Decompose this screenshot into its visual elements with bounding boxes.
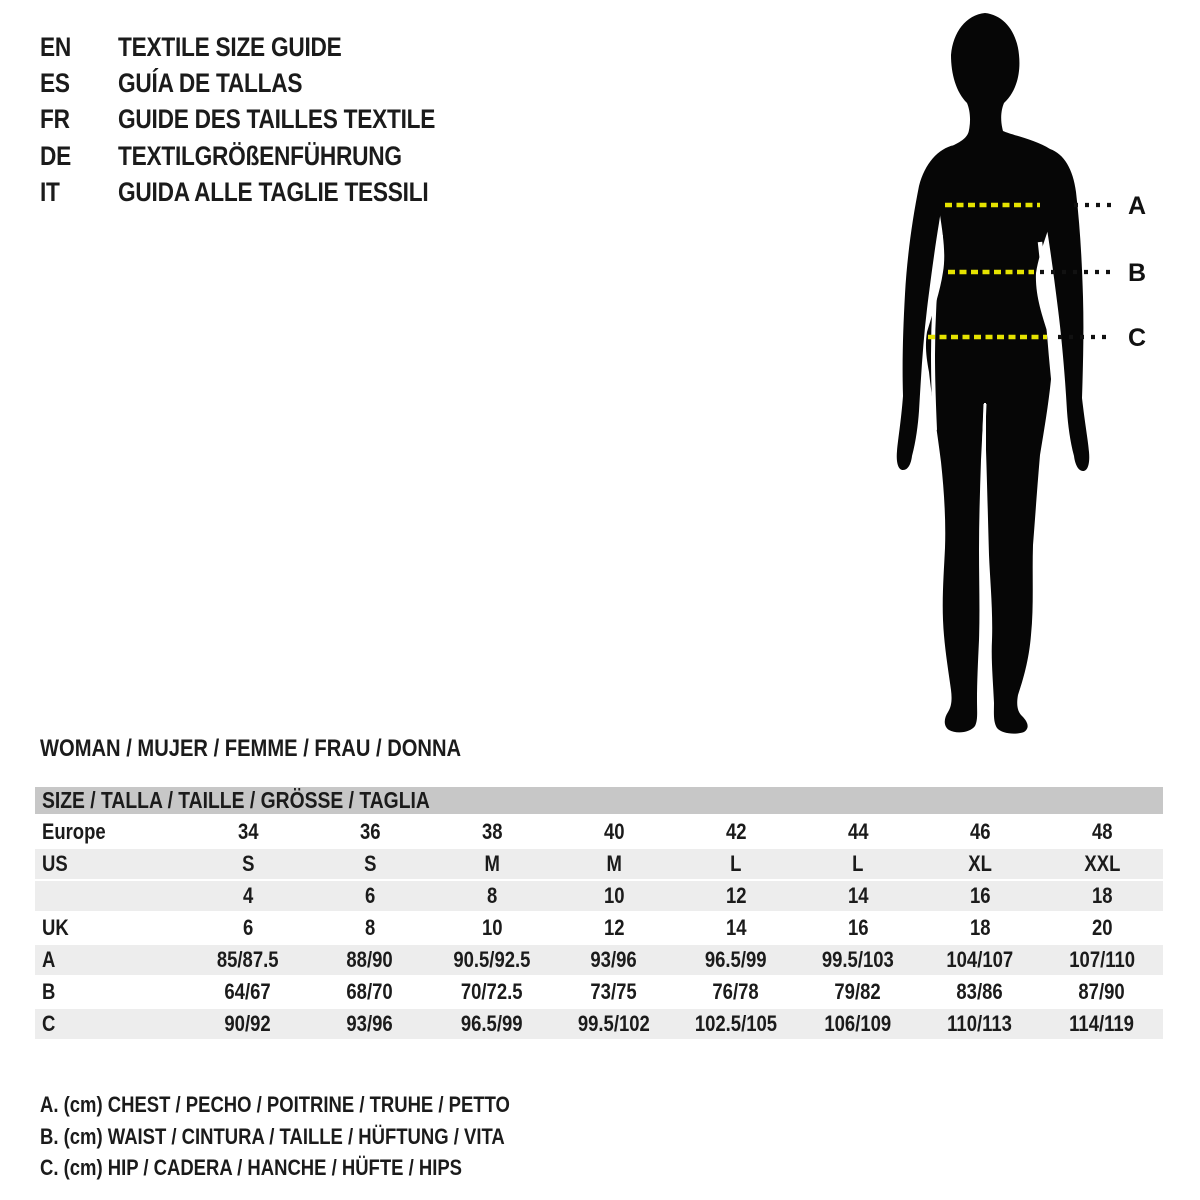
size-cell: 96.5/99 (705, 947, 767, 972)
size-cell: S (241, 851, 255, 876)
legend-item-chest: A. (cm) CHEST / PECHO / POITRINE / TRUHE / PETTO (40, 1091, 510, 1117)
size-cell: 102.5/105 (694, 1011, 778, 1036)
lang-row-es (40, 65, 496, 101)
size-table-body (35, 817, 1163, 1041)
size-cell: 8 (364, 915, 376, 940)
size-cell: 46 (969, 819, 991, 844)
size-cell: 110/113 (947, 1011, 1013, 1036)
size-cell: 73/75 (590, 979, 638, 1004)
lang-label-en: TEXTILE SIZE GUIDE (118, 31, 342, 62)
size-cell: 76/78 (712, 979, 760, 1004)
measurement-legend (40, 1089, 599, 1184)
size-cell: 6 (242, 915, 254, 940)
size-cell: 16 (847, 915, 869, 940)
language-list (40, 29, 496, 211)
legend-item-hip: C. (cm) HIP / CADERA / HANCHE / HÜFTE / HIPS (40, 1155, 463, 1181)
size-cell: 106/109 (824, 1011, 892, 1036)
size-cell: 83/86 (956, 979, 1004, 1004)
body-silhouette (926, 13, 1062, 734)
lang-label-de: TEXTILGRÖßENFÜHRUNG (118, 140, 402, 171)
table-row (35, 817, 1163, 849)
size-cell: 68/70 (346, 979, 394, 1004)
size-cell: 4 (242, 883, 254, 908)
size-cell: 18 (1091, 883, 1113, 908)
size-cell: 44 (847, 819, 869, 844)
size-cell: L (730, 851, 742, 876)
thigh-gap (983, 404, 985, 480)
size-cell: 12 (603, 915, 625, 940)
row-label: C (42, 1011, 56, 1036)
size-cell: 99.5/103 (822, 947, 894, 972)
lang-code-de: DE (40, 140, 72, 171)
size-table-header: SIZE / TALLA / TAILLE / GRÖSSE / TAGLIA (35, 787, 1163, 814)
lang-row-it (40, 175, 496, 211)
size-cell: 85/87.5 (217, 947, 279, 972)
section-title: WOMAN / MUJER / FEMME / FRAU / DONNA (40, 735, 462, 762)
size-cell: XXL (1084, 851, 1120, 876)
lang-row-en (40, 29, 496, 65)
feet-gap (987, 688, 992, 736)
size-cell: 16 (969, 883, 991, 908)
lang-label-fr: GUIDE DES TAILLES TEXTILE (118, 104, 436, 135)
lang-code-it: IT (40, 177, 60, 208)
table-row (35, 945, 1163, 977)
size-cell: 8 (486, 883, 498, 908)
size-cell: 70/72.5 (461, 979, 523, 1004)
size-cell: 104/107 (946, 947, 1014, 972)
size-cell: 87/90 (1078, 979, 1126, 1004)
size-cell: M (606, 851, 622, 876)
legend-item-waist: B. (cm) WAIST / CINTURA / TAILLE / HÜFTUNG / VITA (40, 1123, 505, 1149)
size-cell: 6 (364, 883, 376, 908)
size-cell: 48 (1091, 819, 1113, 844)
table-row (35, 977, 1163, 1009)
size-cell: 36 (359, 819, 381, 844)
row-label: A (42, 947, 56, 972)
size-cell: S (363, 851, 377, 876)
size-cell: 20 (1091, 915, 1113, 940)
size-cell: 10 (481, 915, 503, 940)
size-cell: 90.5/92.5 (453, 947, 531, 972)
size-table (35, 787, 1163, 1041)
table-row (35, 913, 1163, 945)
size-cell: 93/96 (346, 1011, 394, 1036)
row-label: UK (42, 915, 69, 940)
size-cell: 93/96 (590, 947, 638, 972)
lang-code-fr: FR (40, 104, 70, 135)
measure-label-hip: C (1128, 324, 1147, 352)
size-cell: 14 (847, 883, 869, 908)
size-cell: 38 (481, 819, 503, 844)
size-cell: 12 (725, 883, 747, 908)
size-cell: 107/110 (1069, 947, 1135, 972)
size-cell: 14 (725, 915, 747, 940)
size-cell: 79/82 (834, 979, 882, 1004)
silhouette-svg (890, 0, 1200, 740)
measure-label-chest: A (1128, 192, 1147, 220)
size-cell: 40 (603, 819, 625, 844)
row-label: B (42, 979, 56, 1004)
calf-gap (985, 526, 986, 674)
size-cell: 34 (237, 819, 259, 844)
size-cell: 90/92 (224, 1011, 272, 1036)
lang-code-es: ES (40, 68, 70, 99)
row-label (35, 883, 187, 909)
row-label: Europe (42, 819, 106, 844)
size-cell: 99.5/102 (578, 1011, 650, 1036)
lang-label-it: GUIDA ALLE TAGLIE TESSILI (118, 177, 429, 208)
size-cell: 88/90 (346, 947, 394, 972)
size-cell: 18 (969, 915, 991, 940)
woman-silhouette-figure (890, 0, 1200, 740)
table-row (35, 849, 1163, 881)
lang-row-fr (40, 102, 496, 138)
table-row (35, 881, 1163, 913)
lang-row-de (40, 138, 496, 174)
size-cell: 42 (725, 819, 747, 844)
size-cell: L (852, 851, 864, 876)
size-cell: 96.5/99 (461, 1011, 523, 1036)
lang-label-es: GUÍA DE TALLAS (118, 68, 303, 99)
size-cell: 64/67 (224, 979, 272, 1004)
size-cell: 10 (603, 883, 625, 908)
measure-label-waist: B (1128, 259, 1147, 287)
row-label: US (42, 851, 68, 876)
size-cell: XL (968, 851, 992, 876)
size-cell: M (484, 851, 500, 876)
size-cell: 114/119 (1069, 1011, 1135, 1036)
lang-code-en: EN (40, 31, 72, 62)
table-row (35, 1009, 1163, 1041)
